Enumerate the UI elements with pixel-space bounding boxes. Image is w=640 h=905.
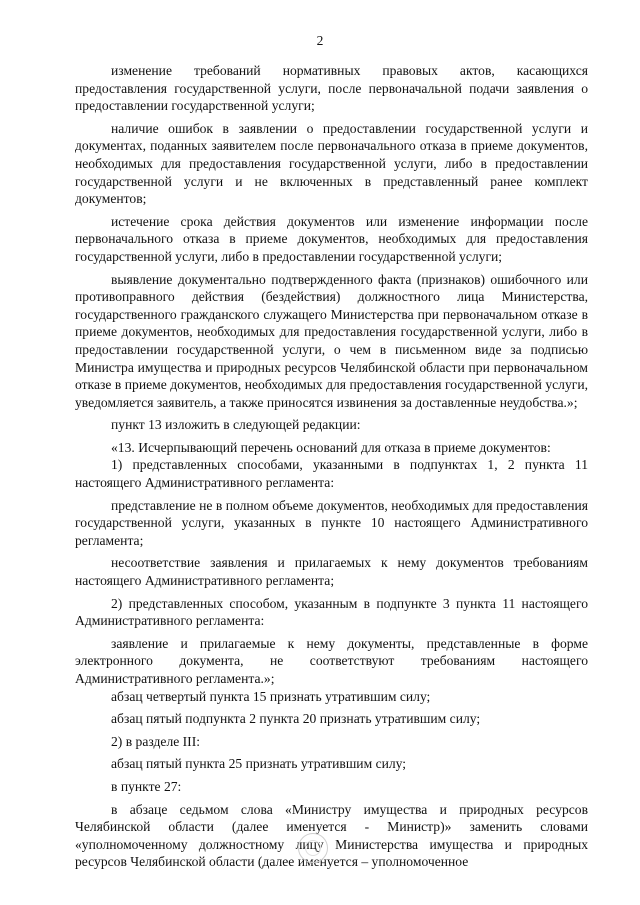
paragraph: выявление документально подтвержденного факта (признаков) ошибочного или противоправного действия (бездействия) должностного лица Министерства, государственного гражданского служащего Министерства при первоначальном отказе в приеме документов, необходимых для предоставления государственной услуги, либо в предоставлении государственной услуги, о чем в письменном виде за подписью Министра имущества и природных ресурсов Челябинской области при первоначальном отказе в приеме документов, необходимых для предоставления государственной услуги, уведомляется заявитель, а также приносятся извинения за доставленные неудобства.»;: [75, 271, 588, 410]
paragraph: абзац пятый пункта 25 признать утратившим силу;: [111, 756, 407, 772]
paragraph: заявление и прилагаемые к нему документы, представленные в форме электронного документа, не соответствуют требованиям настоящего Административного регламента.»;: [75, 635, 588, 686]
paragraph: наличие ошибок в заявлении о предоставлении государственной услуги и документах, поданных заявителем после первоначального отказа в приеме документов, необходимых для предоставления государственной услуги, либо в предоставлении государственной услуги и не включенных в представленный ранее комплект документов;: [75, 120, 588, 207]
paragraph: абзац пятый подпункта 2 пункта 20 признать утратившим силу;: [111, 711, 481, 727]
paragraph: 2) в разделе III:: [111, 733, 201, 749]
paragraph: «13. Исчерпывающий перечень оснований для отказа в приеме документов:: [111, 439, 551, 455]
paragraph: изменение требований нормативных правовых актов, касающихся предоставления государственной услуги, после первоначальной подачи заявления о предоставлении государственной услуги;: [75, 63, 588, 114]
paragraph: несоответствие заявления и прилагаемых к нему документов требованиям настоящего Административного регламента;: [75, 555, 588, 589]
paragraph: в пункте 27:: [111, 778, 182, 794]
paragraph: истечение срока действия документов или изменение информации после первоначального отказа в приеме документов, необходимых для предоставления государственной услуги, либо в предоставлении государственной услуги;: [75, 213, 588, 264]
paragraph: в абзаце седьмом слова «Министру имущества и природных ресурсов Челябинской области (далее именуется - Министр)» заменить словами «уполномоченному должностному лицу Министерства имущества и природных ресурсов Челябинской области (далее именуется – уполномоченное: [75, 801, 588, 870]
paragraph: 1) представленных способами, указанными в подпунктах 1, 2 пункта 11 настоящего Административного регламента:: [75, 457, 588, 491]
paragraph: представление не в полном объеме документов, необходимых для предоставления государственной услуги, указанных в пункте 10 настоящего Административного регламента;: [75, 497, 588, 548]
page-number: 2: [316, 33, 324, 48]
paragraph: 2) представленных способом, указанным в подпункте 3 пункта 11 настоящего Административного регламента:: [75, 595, 588, 629]
seal-watermark-icon: [298, 833, 328, 863]
paragraph: абзац четвертый пункта 15 признать утратившим силу;: [111, 688, 431, 704]
document-body: [75, 62, 588, 871]
paragraph: пункт 13 изложить в следующей редакции:: [111, 417, 361, 433]
